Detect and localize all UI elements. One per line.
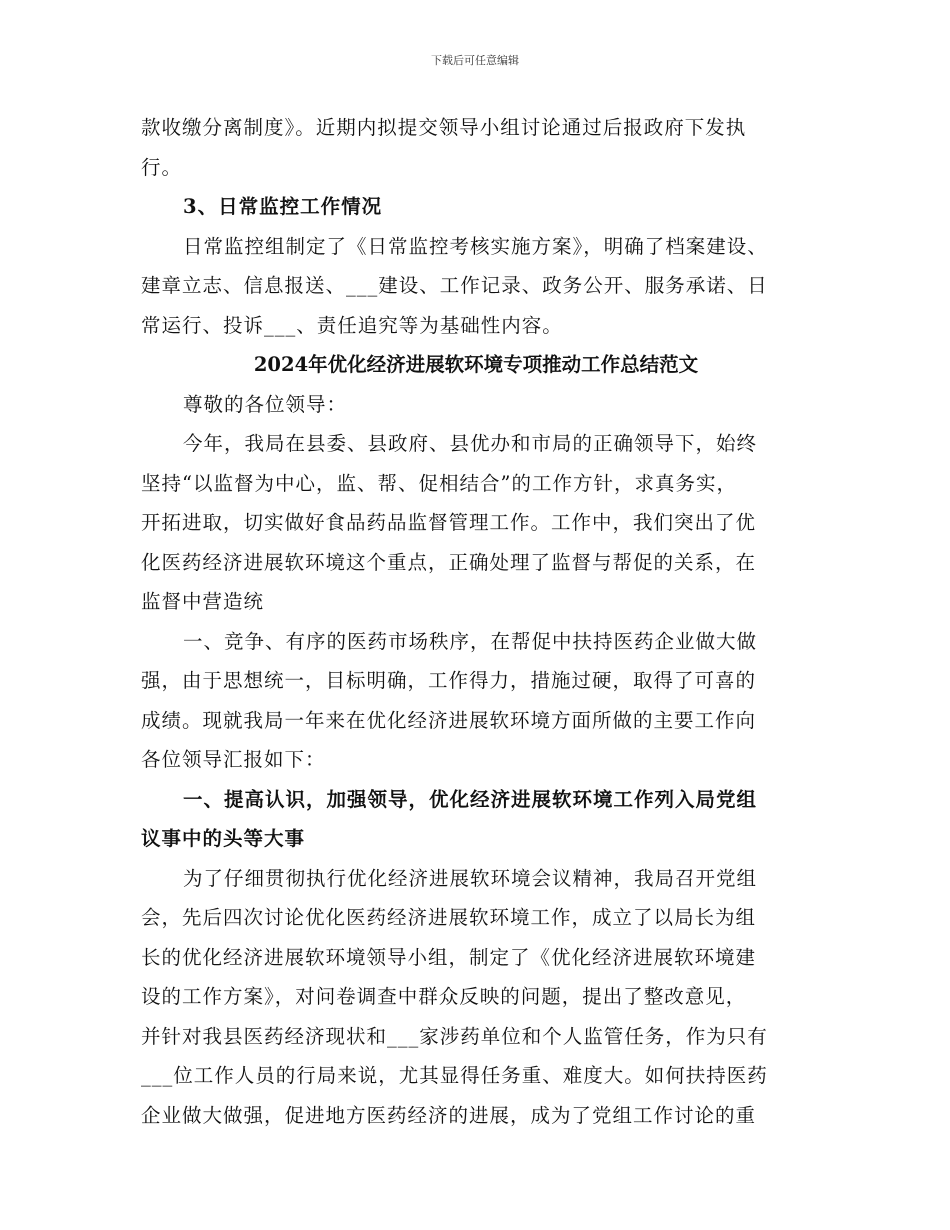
text-line: 常运行、投诉___、责任追究等为基础性内容。 (141, 313, 563, 337)
text-line: 日常监控组制定了《日常监控考核实施方案》，明确了档案建设、 (183, 234, 768, 258)
text-line: 设的工作方案》，对问卷调查中群众反映的问题，提出了整改意见， (141, 985, 747, 1008)
document-title: 2024年优化经济进展软环境专项推动工作总结范文 (253, 353, 699, 376)
page-header: 下载后可任意编辑 (431, 54, 519, 67)
text-line: 坚持“以监督为中心，监、帮、促相结合”的工作方针，求真务实， (141, 471, 737, 495)
text-line: 长的优化经济进展软环境领导小组，制定了《优化经济进展软环境建 (141, 945, 757, 969)
text-line: 今年，我局在县委、县政府、县优办和市局的正确领导下，始终 (183, 432, 758, 455)
text-line: 3、日常监控工作情况 (183, 195, 383, 218)
text-line: 成绩。现就我局一年来在优化经济进展软环境方面所做的主要工作向 (141, 708, 757, 732)
text-line: 开拓进取，切实做好食品药品监督管理工作。工作中，我们突出了优 (141, 511, 757, 534)
document-body (141, 108, 811, 1135)
text-line: 款收缴分离制度》。近期内拟提交领导小组讨论通过后报政府下发执 (141, 116, 747, 139)
text-line: 尊敬的各位领导： (183, 392, 348, 416)
text-line: 一、竞争、有序的医药市场秩序，在帮促中扶持医药企业做大做 (183, 629, 758, 653)
text-line: 建章立志、信息报送、___建设、工作记录、政务公开、服务承诺、日 (141, 274, 768, 297)
text-line: 行。 (141, 155, 183, 179)
text-line: 为了仔细贯彻执行优化经济进展软环境会议精神，我局召开党组 (183, 866, 758, 890)
text-line: ___位工作人员的行局来说，尤其显得任务重、难度大。如何扶持医药 (141, 1064, 768, 1087)
text-line: 监督中营造统 (141, 590, 265, 613)
text-line: 强，由于思想统一，目标明确，工作得力，措施过硬，取得了可喜的 (141, 669, 757, 692)
text-line: 一、提高认识，加强领导，优化经济进展软环境工作列入局党组 (183, 787, 758, 811)
text-line: 议事中的头等大事 (141, 827, 306, 850)
text-line: 企业做大做强，促进地方医药经济的进展，成为了党组工作讨论的重 (141, 1103, 757, 1127)
text-line: 并针对我县医药经济现状和___家涉药单位和个人监管任务，作为只有 (141, 1024, 768, 1048)
text-line: 各位领导汇报如下： (141, 748, 326, 771)
text-line: 会，先后四次讨论优化医药经济进展软环境工作，成立了以局长为组 (141, 906, 757, 929)
text-line: 化医药经济进展软环境这个重点，正确处理了监督与帮促的关系，在 (141, 550, 757, 574)
